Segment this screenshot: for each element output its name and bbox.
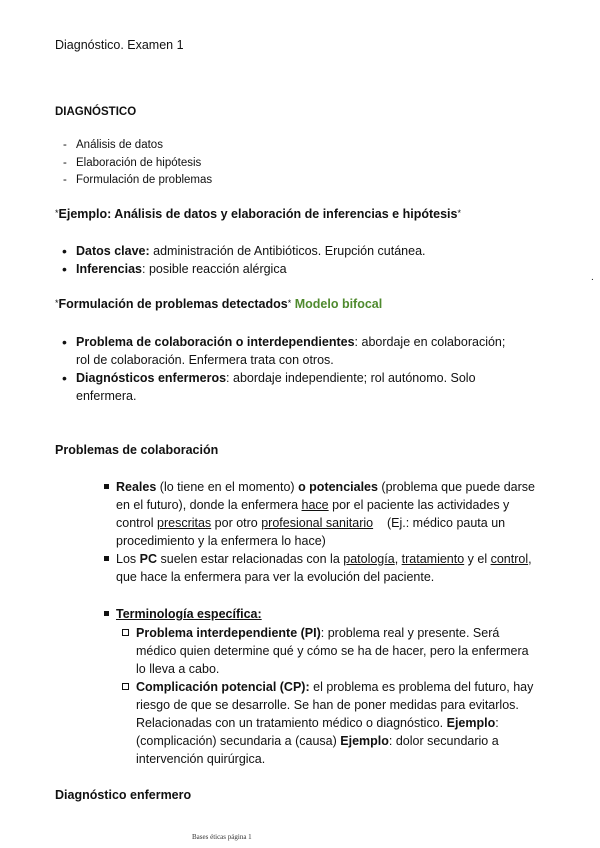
item-text: : abordaje independiente; rol autónomo. Solo enfermera. — [76, 371, 476, 403]
bold-text: Reales — [116, 480, 157, 494]
star-mark: * — [287, 298, 292, 308]
list-item: - Elaboración de hipótesis — [63, 155, 212, 173]
item-label: Inferencias — [76, 262, 143, 276]
star-mark: * — [55, 298, 59, 308]
nursing-diagnosis-heading: Diagnóstico enfermero — [55, 788, 192, 802]
page-footer: Bases éticas página 1 — [192, 833, 252, 841]
stray-dot: . — [591, 272, 594, 283]
collab-heading: Problemas de colaboración — [55, 443, 219, 457]
list-item — [104, 550, 544, 586]
list-item: - Análisis de datos — [63, 137, 212, 155]
item-text: por el paciente las actividades y control — [116, 498, 510, 530]
list-item — [119, 678, 539, 768]
list-item — [60, 260, 520, 278]
example-heading — [55, 207, 461, 221]
item-text: administración de Antibióticos. Erupción cutánea. — [149, 244, 426, 258]
list-item — [104, 605, 544, 623]
document-title: Diagnóstico. Examen 1 — [55, 38, 184, 52]
formulation-list — [60, 333, 520, 405]
underlined-text: prescritas — [157, 516, 212, 530]
item-text: (problema que puede darse en el futuro), donde la enfermera — [116, 480, 536, 512]
item-label: Diagnósticos enfermeros — [76, 371, 227, 385]
list-item — [60, 333, 520, 369]
list-item — [60, 369, 520, 405]
underlined-text: profesional sanitario — [261, 516, 374, 530]
star-mark: * — [55, 208, 59, 218]
item-text: , que hace la enfermera para ver la evolución del paciente. — [116, 552, 532, 584]
model-label: Modelo bifocal — [294, 297, 383, 311]
item-text: por otro — [211, 516, 262, 530]
item-text: suelen estar relacionadas con la — [157, 552, 344, 566]
bold-text: o potenciales — [298, 480, 378, 494]
list-item: - Formulación de problemas — [63, 172, 212, 190]
item-text: y el — [464, 552, 491, 566]
formulation-heading — [55, 297, 382, 311]
underlined-text: hace — [301, 498, 329, 512]
item-text: , — [394, 552, 402, 566]
section-heading-diagnostico: DIAGNÓSTICO — [55, 106, 137, 118]
item-label: Problema interdependiente (PI) — [136, 626, 321, 640]
collab-list — [104, 478, 544, 586]
example-heading-text: Ejemplo: Análisis de datos y elaboración de inferencias e hipótesis — [58, 207, 458, 221]
item-text: : problema real y presente. Será médico quien determine qué y cómo se ha de hacer, pero la enfermera lo lleva a cabo. — [136, 626, 529, 676]
item-text: : abordaje en colaboración; rol de colaboración. Enfermera trata con otros. — [76, 335, 506, 367]
item-label: Datos clave: — [76, 244, 150, 258]
item-text: : dolor secundario a intervención quirúrgica. — [136, 734, 499, 766]
star-mark: * — [457, 208, 461, 218]
item-text: Los — [116, 552, 140, 566]
list-item — [119, 624, 539, 678]
terminology-list — [104, 605, 544, 623]
underlined-text: control — [490, 552, 529, 566]
item-text: el problema es problema del futuro, hay riesgo de que se desarrolle. Se han de poner medidas para evitarlos. Relacionadas con un tratamiento médico o diagnóstico. — [136, 680, 534, 730]
item-label: Problema de colaboración o interdependientes — [76, 335, 355, 349]
item-label: Complicación potencial (CP): — [136, 680, 310, 694]
bold-text: Ejemplo — [340, 734, 389, 748]
item-text: : posible reacción alérgica — [142, 262, 287, 276]
bold-text: Ejemplo — [446, 716, 496, 730]
item-text: : (complicación) secundaria a (causa) — [136, 716, 499, 748]
underlined-text: patología — [343, 552, 395, 566]
example-list — [60, 242, 520, 278]
formulation-heading-text: Formulación de problemas detectados — [58, 297, 288, 311]
item-text: (lo tiene en el momento) — [156, 480, 299, 494]
terminology-heading: Terminología específica: — [116, 607, 262, 621]
list-item — [104, 478, 544, 550]
bold-text: PC — [139, 552, 158, 566]
terminology-sublist — [119, 624, 539, 768]
item-text: (Ej.: médico pauta un procedimiento y la enfermera lo hace) — [116, 516, 509, 548]
underlined-text: tratamiento — [401, 552, 465, 566]
list-item — [60, 242, 520, 260]
diagnosis-steps-list — [63, 137, 212, 190]
